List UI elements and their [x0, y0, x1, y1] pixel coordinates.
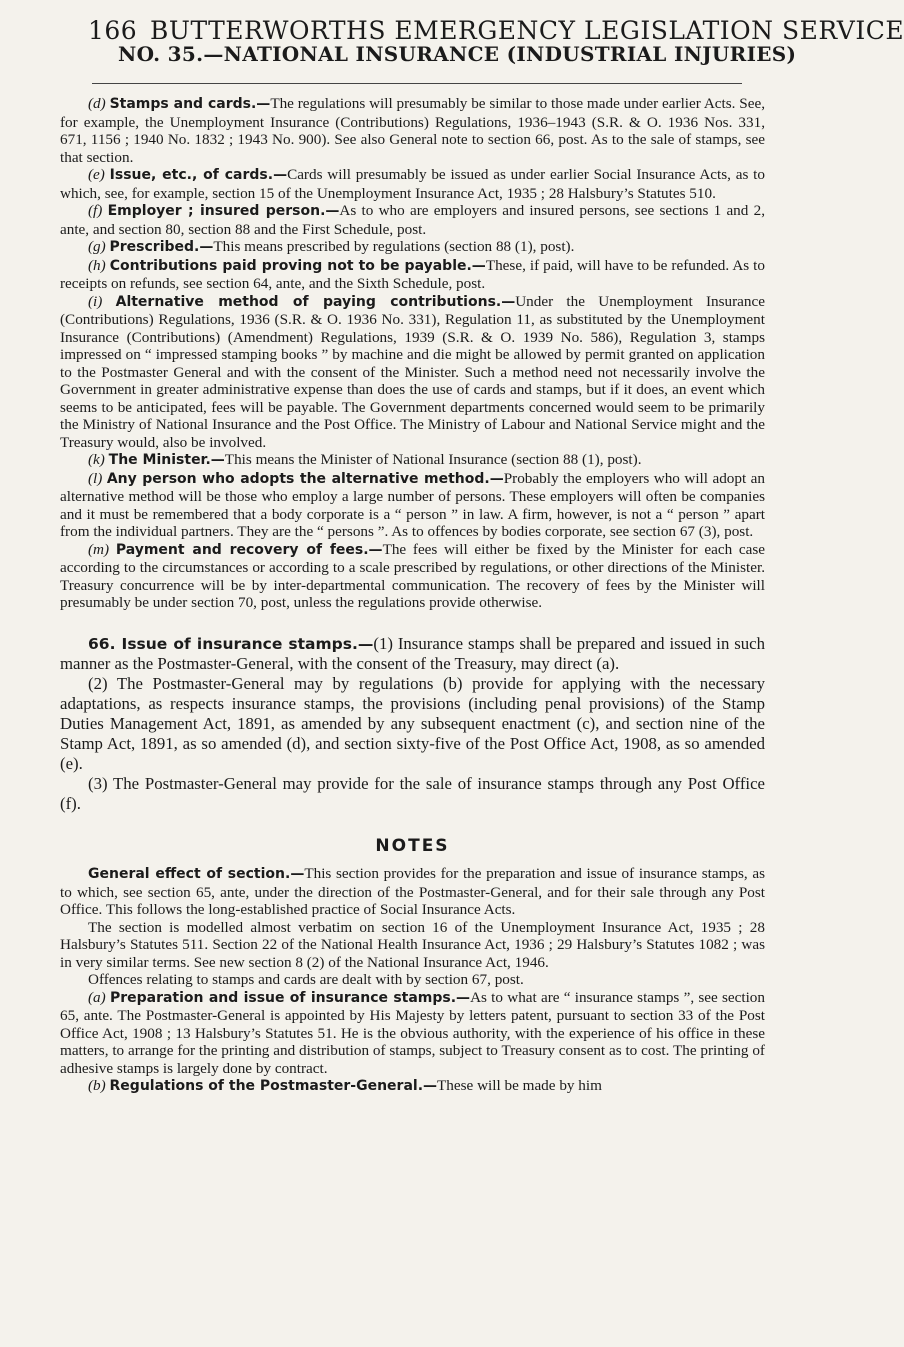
annotation-heading: The Minister.—	[108, 452, 225, 468]
annotation-label: (k)	[88, 451, 105, 468]
annotation-heading: Contributions paid proving not to be payable.—	[109, 257, 486, 274]
annotation-text: Under the Unemployment Insurance (Contributions) Regulations, 1936 (S.R. & O. 1936 No. 331), Regulation 11, as substituted by the Unemployment Insurance (Contributions) (Amendment) Regulations, 1939 (S.R. & O. 1939 No. 586), Regulation 3, stamps impressed on “ impressed stamping books ” by machine and die might be allowed by permit granted on application to the Postmaster General and with the consent of the Minister. Such a method need not necessarily involve the Government in greater administrative expense than does the use of cards and stamps, but if it does, an event which seems to be anticipated, fees will be payable. The Government departments concerned would seem to be primarily the Ministry of National Insurance and the Post Office. The Ministry of Labour and National Service might and the Treasury would, also be involved.	[60, 292, 765, 451]
annotation-heading: Payment and recovery of fees.—	[115, 541, 383, 558]
annotation-heading: Issue, etc., of cards.—	[109, 167, 288, 183]
note-text: This section provides for the preparation and issue of insurance stamps, as to which, see section 65, ante, under the direction of the Postmaster-General, and for their sale through any Post Office. This follows the long-established practice of Social Insurance Acts.	[60, 865, 765, 918]
annotation-g	[60, 238, 765, 257]
note-text: As to what are “ insurance stamps ”, see section 65, ante. The Postmaster-General is appointed by His Majesty by letters patent, pursuant to section 33 of the Post Office Act, 1908 ; 13 Halsbury’s Statutes 51. He is the obvious authority, with the experience of his office in these matters, to arrange for the printing and distribution of stamps, subject to Treasury consent as to cost. The printing of adhesive stamps is largely done by contract.	[60, 988, 765, 1077]
annotation-text: This means prescribed by regulations (section 88 (1), post).	[213, 238, 575, 255]
note-label: (a)	[88, 988, 106, 1006]
annotation-heading: Employer ; insured person.—	[107, 203, 340, 219]
section-subsection: (3) The Postmaster-General may provide for the sale of insurance stamps through any Post Office (f).	[60, 773, 765, 813]
annotation-e	[60, 166, 765, 202]
note-heading: Preparation and issue of insurance stamps.—	[109, 989, 471, 1006]
annotation-label: (g)	[88, 238, 106, 255]
annotation-label: (l)	[88, 469, 103, 487]
header-line	[88, 16, 904, 45]
annotation-heading: Alternative method of paying contributions.—	[115, 293, 516, 310]
note-heading: General effect of section.—	[88, 866, 305, 882]
page-number: 166	[88, 16, 138, 45]
running-header	[88, 16, 904, 66]
annotation-text: Probably the employers who will adopt an alternative method will be those who employ a large number of persons. These employers will often be companies and it must be remembered that a body corporate is a “ person ” in law. A firm, however, is not a “ person ” apart from the individual partners. They are the “ persons ”. As to offences by bodies corporate, see section 67 (3), post.	[60, 469, 765, 540]
annotation-heading: Any person who adopts the alternative method.—	[106, 470, 504, 487]
annotation-i	[60, 293, 765, 452]
annotation-text: Cards will presumably be issued as under earlier Social Insurance Acts, as to which, see, for example, section 15 of the Unemployment Insurance Act, 1935 ; 28 Halsbury’s Statutes 510.	[60, 166, 766, 202]
page-body	[60, 95, 765, 1096]
annotation-text: The regulations will presumably be similar to those made under earlier Acts. See, for example, the Unemployment Insurance (Contributions) Regulations, 1936–1943 (S.R. & O. 1936 Nos. 331, 671, 1156 ; 1940 No. 1832 ; 1943 No. 900). See also General note to section 66, post. As to the sale of stamps, see that section.	[60, 95, 766, 166]
annotations-list	[60, 95, 765, 612]
running-title: BUTTERWORTHS EMERGENCY LEGISLATION SERVICE	[150, 16, 904, 45]
annotation-label: (m)	[88, 540, 110, 558]
section-heading: 66. Issue of insurance stamps.—	[88, 634, 374, 653]
annotation-f	[60, 202, 765, 238]
header-rule	[92, 83, 742, 84]
section-66	[60, 634, 765, 814]
section-subsection	[60, 634, 765, 674]
note-text: These will be made by him	[437, 1077, 602, 1094]
notes-list	[60, 865, 765, 1096]
annotation-k	[60, 451, 765, 470]
notes-title: NOTES	[375, 835, 450, 856]
annotation-label: (e)	[88, 166, 105, 183]
annotation-text: As to who are employers and insured persons, see sections 1 and 2, ante, and section 80, section 88 and the First Schedule, post.	[60, 202, 765, 238]
annotation-heading: Prescribed.—	[109, 239, 214, 255]
subsection-text: (1) Insurance stamps shall be prepared and issued in such manner as the Postmaster-General, with the consent of the Treasury, may direct (a).	[60, 633, 765, 673]
annotation-m	[60, 541, 765, 612]
annotation-text: The fees will either be fixed by the Minister for each case according to the circumstances or according to a scale prescribed by regulations, or other directions of the Minister. Treasury concurrence will be by inter-departmental communication. The recovery of fees by the Minister will presumably be under section 70, post, unless the regulations provide otherwise.	[60, 540, 765, 611]
annotation-label: (d)	[88, 95, 106, 112]
note-label: (b)	[88, 1077, 106, 1094]
annotation-heading: Stamps and cards.—	[109, 96, 271, 112]
section-subsection: (2) The Postmaster-General may by regulations (b) provide for applying with the necessary adaptations, as respects insurance stamps, the provisions (including penal provisions) of the Stamp Duties Management Act, 1891, as amended by any subsequent enactment (c), and section nine of the Stamp Act, 1891, as so amended (d), and section sixty-five of the Post Office Act, 1908, as so amended (e).	[60, 673, 765, 773]
note-paragraph: The section is modelled almost verbatim on section 16 of the Unemployment Insurance Act, 1935 ; 28 Halsbury’s Statutes 511. Section 22 of the National Health Insurance Act, 1936 ; 29 Halsbury’s Statutes 1082 ; was in very similar terms. See new section 8 (2) of the National Insurance Act, 1946.	[60, 918, 765, 971]
annotation-label: (h)	[88, 256, 106, 274]
annotation-l	[60, 470, 765, 541]
note-paragraph: Offences relating to stamps and cards are dealt with by section 67, post.	[88, 971, 524, 988]
chapter-subtitle: NO. 35.—NATIONAL INSURANCE (INDUSTRIAL INJURIES)	[118, 42, 797, 66]
annotation-label: (i)	[88, 292, 103, 310]
note-paragraph	[60, 1077, 765, 1096]
annotation-text: This means the Minister of National Insurance (section 88 (1), post).	[224, 451, 642, 468]
annotation-h	[60, 257, 765, 293]
annotation-d	[60, 95, 765, 166]
note-heading: Regulations of the Postmaster-General.—	[109, 1078, 438, 1094]
note-paragraph	[60, 989, 765, 1078]
annotation-label: (f)	[88, 202, 103, 219]
annotation-text: These, if paid, will have to be refunded. As to receipts on refunds, see section 64, ante, and the Sixth Schedule, post.	[60, 256, 765, 292]
note-paragraph	[60, 865, 765, 919]
